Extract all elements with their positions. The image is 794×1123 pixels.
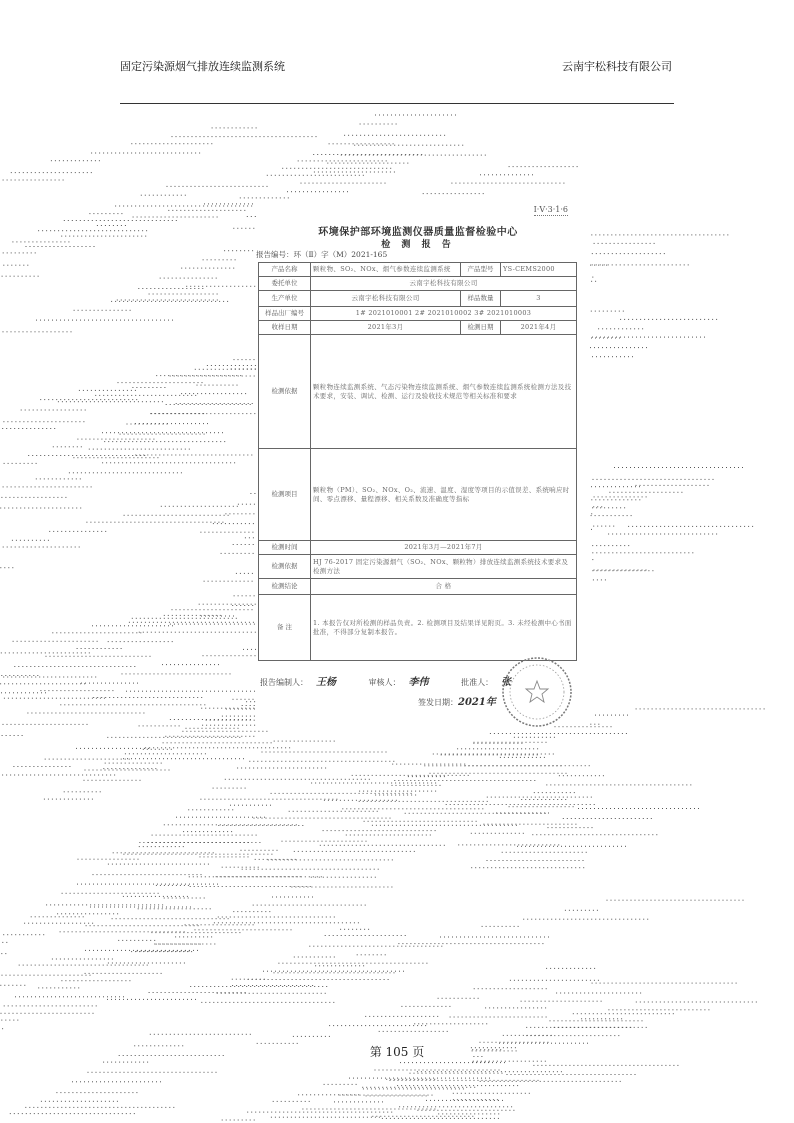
row-label: 检测项目 <box>259 449 311 541</box>
row-label-2: 检测日期 <box>461 321 501 335</box>
table-row <box>259 307 577 321</box>
row-value: 颗粒物（PM）、SO₂、NOx、O₂、流速、温度、湿度等项目的示值误差、系统响应时间、零点漂移、量程漂移、相关系数及准确度等指标 <box>311 449 577 541</box>
row-value: 2021年3月—2021年7月 <box>311 541 577 555</box>
page-number: 第 105 页 <box>369 1045 425 1059</box>
report-title: 检 测 报 告 <box>381 240 455 250</box>
row-value: 1# 2021010001 2# 2021010002 3# 2021010003 <box>311 307 577 321</box>
table-row <box>259 321 577 335</box>
row-label: 产品名称 <box>259 263 311 277</box>
table-row <box>259 541 577 555</box>
signature-date: 2021年 <box>458 697 496 708</box>
row-label-2: 产品型号 <box>461 263 501 277</box>
row-value: 1. 本报告仅对所检测的样品负责。2. 检测项目及结果详见附页。3. 未经检测中心书面批准，不得部分复制本报告。 <box>311 595 577 661</box>
row-value: HJ 76-2017 固定污染源烟气（SO₂、NOx、颗粒物）排放连续监测系统技术要求及检测方法 <box>311 555 577 579</box>
row-label: 检测结论 <box>259 579 311 595</box>
report-signatures <box>260 673 519 688</box>
row-value-2: 2021年4月 <box>501 321 577 335</box>
table-row <box>259 263 577 277</box>
row-value: 颗粒物、SO₂、NOx、烟气参数连续监测系统 <box>311 263 461 277</box>
header-divider <box>120 103 674 104</box>
row-value-2: 3 <box>501 291 577 307</box>
row-label: 委托单位 <box>259 277 311 291</box>
row-value: 合 格 <box>311 579 577 595</box>
signature-reviewed: 李伟 <box>408 677 429 688</box>
table-row <box>259 579 577 595</box>
signature-approved: 张 <box>501 677 512 688</box>
official-seal-icon <box>500 655 574 729</box>
row-label: 备 注 <box>259 595 311 661</box>
sign-approved-label: 批准人： <box>461 678 494 687</box>
row-label: 检测时间 <box>259 541 311 555</box>
row-label-2: 样品数量 <box>461 291 501 307</box>
row-value: 云南宇松科技有限公司 <box>311 277 577 291</box>
table-row <box>259 449 577 541</box>
report-code: Ⅰ·Ⅴ·3·1·6 <box>533 205 568 214</box>
header-title: 固定污染源烟气排放连续监测系统 <box>120 60 285 73</box>
report-table <box>258 262 577 661</box>
report-organization: 环境保护部环境监测仪器质量监督检验中心 <box>318 227 518 238</box>
sign-date-label: 签发日期： <box>418 698 458 707</box>
report-number: 报告编号：环（Ⅱ）字（M）2021-165 <box>256 250 388 259</box>
table-row <box>259 555 577 579</box>
header-company: 云南宇松科技有限公司 <box>562 60 672 73</box>
row-label: 检测依据 <box>259 335 311 449</box>
sign-reviewed-label: 审核人： <box>368 678 401 687</box>
row-value-2: YS-CEMS2000 <box>501 263 577 277</box>
table-row <box>259 595 577 661</box>
signature-prepared: 王杨 <box>316 677 336 688</box>
row-label: 检测依据 <box>259 555 311 579</box>
row-value: 颗粒物连续监测系统、气态污染物连续监测系统、烟气参数连续监测系统检测方法及技术要求，安装、调试、检测、运行及验收技术规范等相关标准和要求 <box>311 335 577 449</box>
row-label: 生产单位 <box>259 291 311 307</box>
report-date-line <box>418 693 496 708</box>
sign-prepared-label: 报告编制人： <box>260 678 308 687</box>
row-value: 2021年3月 <box>311 321 461 335</box>
row-label: 收样日期 <box>259 321 311 335</box>
row-value: 云南宇松科技有限公司 <box>311 291 461 307</box>
scanned-report <box>248 200 588 720</box>
table-row <box>259 277 577 291</box>
table-row <box>259 335 577 449</box>
row-label: 样品出厂编号 <box>259 307 311 321</box>
table-row <box>259 291 577 307</box>
